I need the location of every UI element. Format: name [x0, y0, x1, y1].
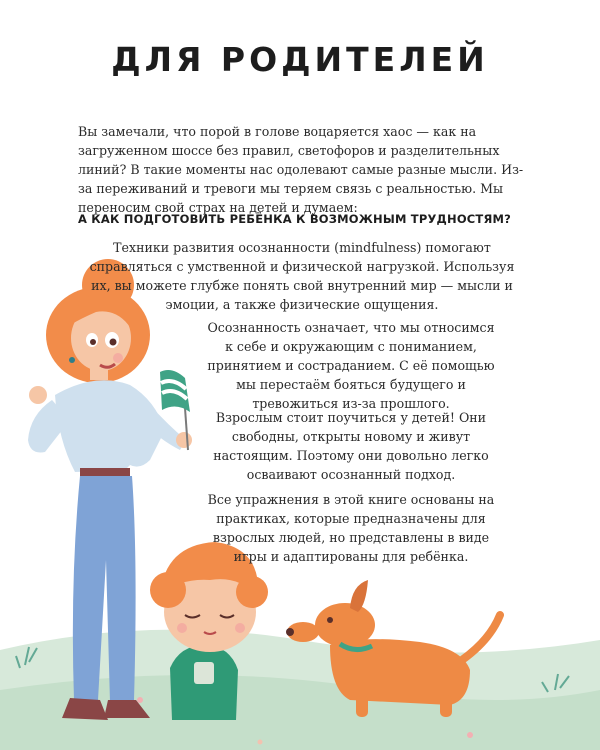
- mindfulness-paragraph: Техники развития осознанности (mindfulness) помогают справляться с умственной и физической нагрузкой. Используя их, вы можете глубже понять свой внутренний мир — мысли и эмоции, а также физические ощущения.: [89, 240, 515, 312]
- question-heading: А КАК ПОДГОТОВИТЬ РЕБЁНКА К ВОЗМОЖНЫМ ТРУДНОСТЯМ?: [78, 212, 512, 226]
- page-title: ДЛЯ РОДИТЕЛЕЙ: [111, 40, 489, 79]
- meaning-paragraph: Осознанность означает, что мы относимся к себе и окружающим с пониманием, принятием и состраданием. С её помощью мы перестаём бояться будущего и тревожиться из-за прошлого.: [207, 320, 495, 411]
- exercises-paragraph: Все упражнения в этой книге основаны на практиках, которые предназначены для взрослых людей, но представлены в виде игры и адаптированы для ребёнка.: [207, 492, 495, 564]
- intro-paragraph: Вы замечали, что порой в голове воцаряется хаос — как на загруженном шоссе без правил, светофоров и разделительных линий? В такие моменты нас одолевают самые разные мысли. Из-за переживаний и тревоги мы теряем связь с реальностью. Мы переносим свой страх на детей и думаем:: [78, 124, 524, 215]
- children-paragraph: Взрослым стоит поучиться у детей! Они свободны, открыты новому и живут настоящим. Поэтому они довольно легко осваивают осознанный подход.: [213, 410, 489, 482]
